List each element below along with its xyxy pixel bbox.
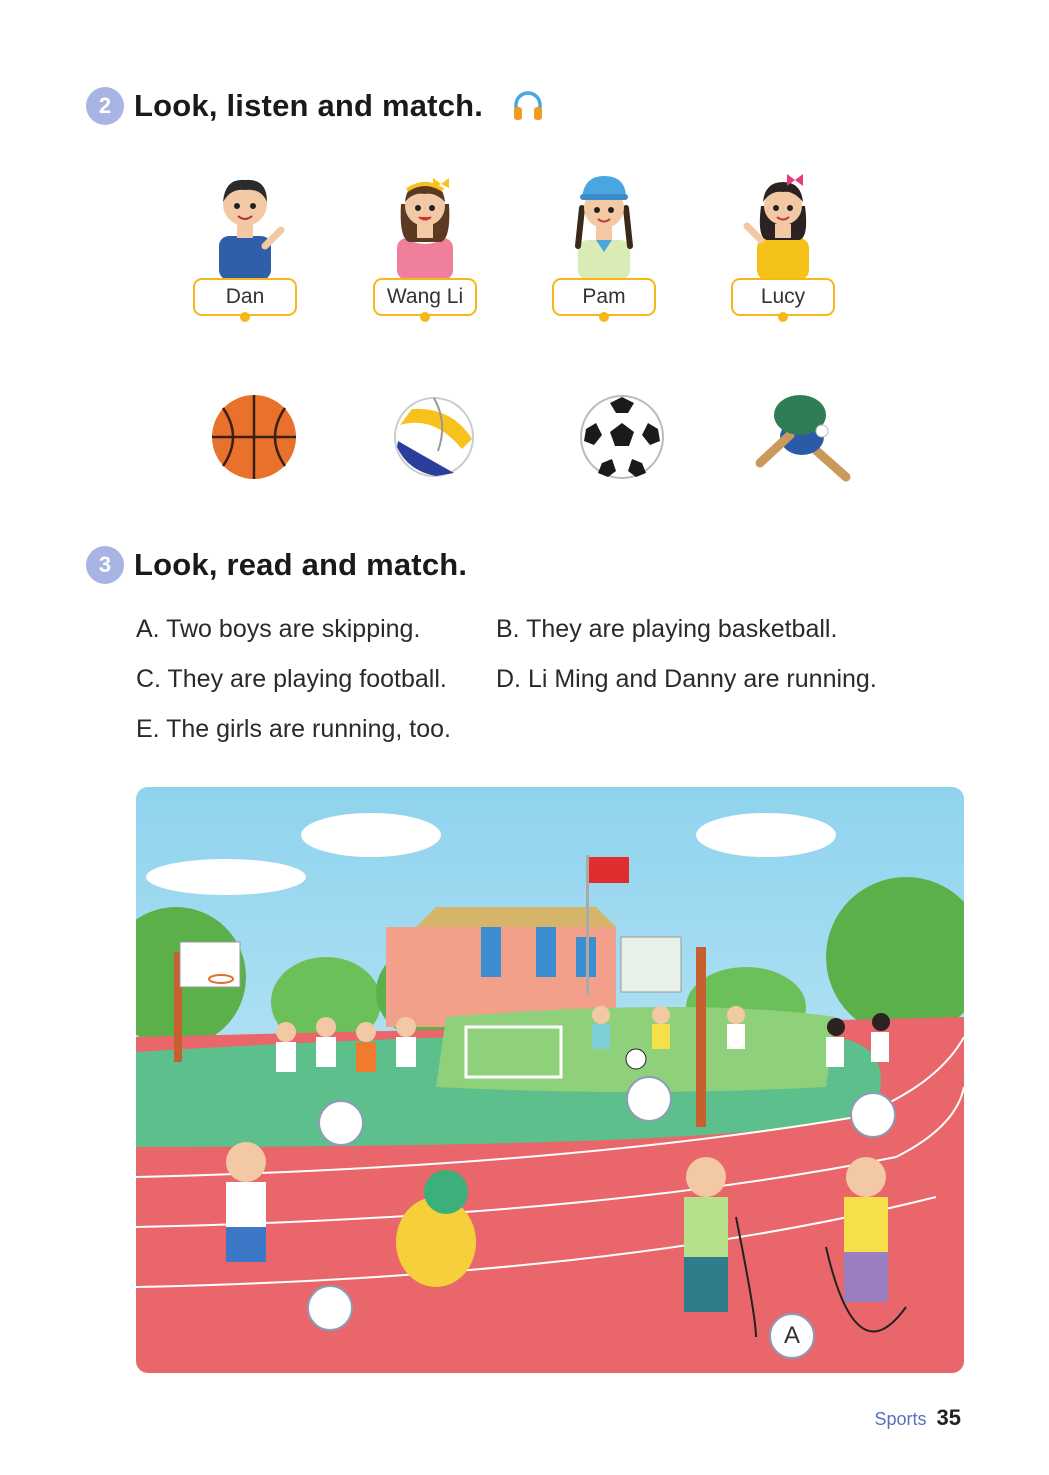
headphones-icon[interactable] bbox=[511, 89, 545, 123]
section-3-heading bbox=[86, 546, 467, 584]
page-number: 35 bbox=[936, 1405, 961, 1430]
boy-figure-icon bbox=[205, 168, 285, 280]
football-item[interactable] bbox=[570, 385, 674, 489]
sentence-e: E. The girls are running, too. bbox=[136, 715, 451, 743]
playground-illustration bbox=[136, 787, 964, 1373]
name-box-wang-li: Wang Li bbox=[373, 278, 477, 316]
name-box-pam: Pam bbox=[552, 278, 656, 316]
girl-bow-figure-icon bbox=[743, 168, 823, 280]
sentence-d: D. Li Ming and Danny are running. bbox=[496, 665, 877, 693]
football-icon bbox=[578, 393, 666, 481]
footer-unit-label: Sports bbox=[874, 1409, 927, 1429]
answer-circle-sample[interactable]: A bbox=[769, 1313, 815, 1359]
answer-circle[interactable] bbox=[626, 1076, 672, 1122]
answer-circle[interactable] bbox=[850, 1092, 896, 1138]
volleyball-icon bbox=[392, 395, 476, 479]
match-dot[interactable] bbox=[240, 312, 250, 322]
basketball-item[interactable] bbox=[202, 385, 306, 489]
match-dot[interactable] bbox=[599, 312, 609, 322]
section-3-number: 3 bbox=[86, 546, 124, 584]
girl-cap-figure-icon bbox=[564, 168, 644, 280]
section-3-title: Look, read and match. bbox=[134, 547, 468, 582]
answer-circle[interactable] bbox=[318, 1100, 364, 1146]
sentence-c: C. They are playing football. bbox=[136, 665, 447, 693]
volleyball-item[interactable] bbox=[382, 385, 486, 489]
section-2-number: 2 bbox=[86, 87, 124, 125]
table-tennis-icon bbox=[750, 389, 854, 485]
name-box-lucy: Lucy bbox=[731, 278, 835, 316]
section-2-heading bbox=[86, 87, 545, 125]
match-dot[interactable] bbox=[420, 312, 430, 322]
section-2-title: Look, listen and match. bbox=[134, 88, 484, 123]
kid-pam bbox=[552, 168, 656, 318]
girl-figure-icon bbox=[385, 168, 465, 280]
kid-dan bbox=[193, 168, 297, 318]
table-tennis-item[interactable] bbox=[750, 385, 854, 489]
kids-row bbox=[190, 168, 840, 328]
basketball-icon bbox=[209, 392, 299, 482]
sports-scene bbox=[136, 787, 964, 1373]
name-box-dan: Dan bbox=[193, 278, 297, 316]
answer-circle[interactable] bbox=[307, 1285, 353, 1331]
sentence-b: B. They are playing basketball. bbox=[496, 615, 838, 643]
match-dot[interactable] bbox=[778, 312, 788, 322]
kid-lucy bbox=[731, 168, 835, 318]
kid-wang-li bbox=[373, 168, 477, 318]
balls-row bbox=[190, 385, 870, 495]
page-footer bbox=[874, 1405, 961, 1431]
sentence-a: A. Two boys are skipping. bbox=[136, 615, 421, 643]
